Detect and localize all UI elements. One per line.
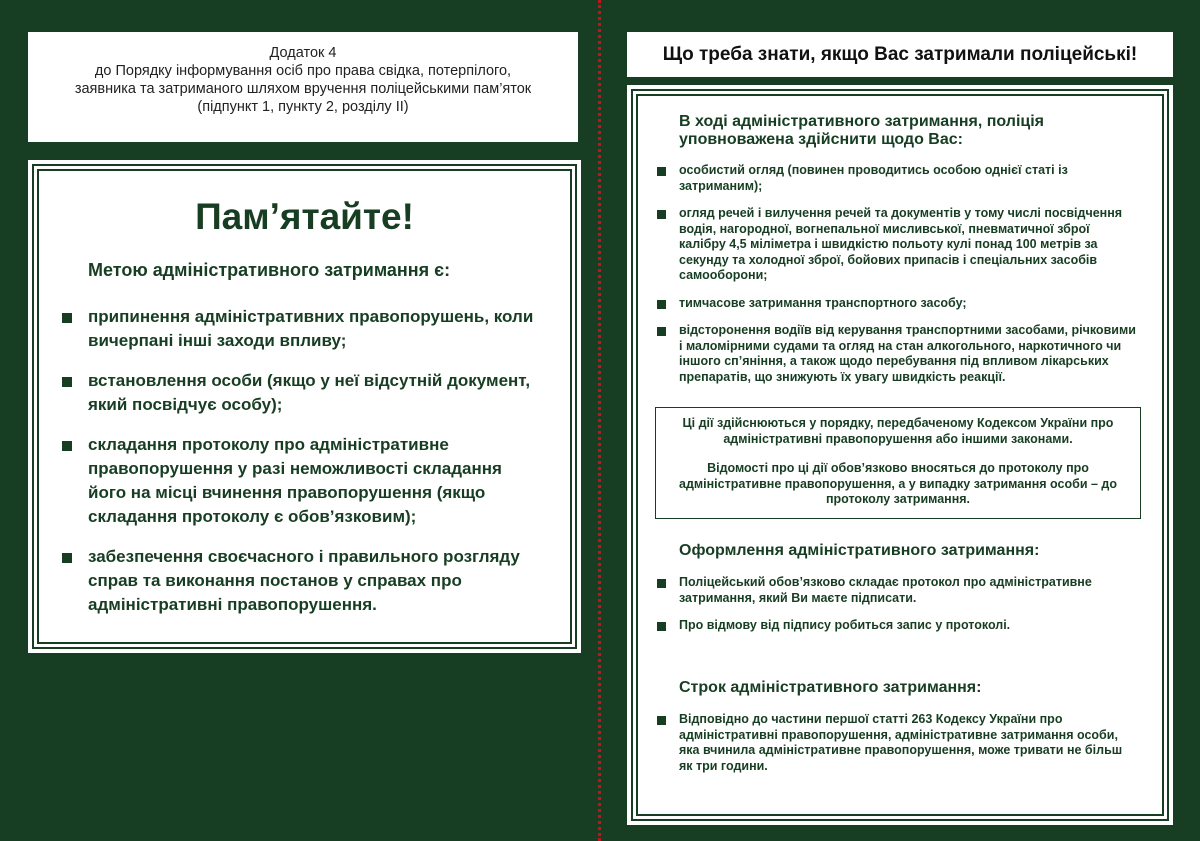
list-item xyxy=(62,545,542,617)
appendix-note-line: Додаток 4 xyxy=(269,45,337,61)
list-item xyxy=(657,163,1137,194)
square-bullet-icon xyxy=(657,167,666,176)
list-item xyxy=(657,618,1137,634)
list-item-text: забезпечення своєчасного і правильного розгляду справ та виконання постанов у справах про адміністративні правопорушення. xyxy=(88,547,520,614)
purpose-subtitle: Метою адміністративного затримання є: xyxy=(88,260,451,280)
square-bullet-icon xyxy=(657,300,666,309)
square-bullet-icon xyxy=(62,313,72,323)
list-item-text: тимчасове затримання транспортного засобу; xyxy=(679,295,967,310)
purpose-list xyxy=(62,305,542,633)
legal-basis-text: Ці дії здійснюються у порядку, передбаченому Кодексом України про адміністративні правопорушення або іншими законами. xyxy=(682,416,1114,446)
appendix-note-line: заявника та затриманого шляхом вручення поліцейськими пам’яток xyxy=(74,81,532,97)
protocol-record-text: Відомості про ці дії обов’язково вносяться до протоколу про адміністративне правопорушення, а у випадку затримання особи – до протоколу затримання. xyxy=(679,461,1117,506)
duration-heading: Строк адміністративного затримання: xyxy=(679,679,982,696)
list-item-text: Поліцейський обов’язково складає протокол про адміністративне затримання, який Ви маєте підписати. xyxy=(679,575,1092,605)
detention-info-panel xyxy=(627,85,1173,825)
list-item-text: Відповідно до частини першої статті 263 Кодексу України про адміністративні правопорушення, адміністративне затримання особи, яка вчинила адміністративне правопорушення, може тривати не більш як три години. xyxy=(679,712,1123,773)
square-bullet-icon xyxy=(62,377,72,387)
list-item-text: огляд речей і вилучення речей та документів у тому числі посвідчення водія, нагородної, вогнепальної мисливської, пневматичної зброї калібру 4,5 міліметра і швидкістю польоту кулі понад 100 метрів за секунду та холодної зброї, бойових припасів і спеціальних засобів самооборони; xyxy=(679,206,1123,282)
list-item xyxy=(657,712,1137,774)
list-item-text: припинення адміністративних правопорушень, коли вичерпані інші заходи впливу; xyxy=(88,307,534,350)
remember-title: Пам’ятайте! xyxy=(195,196,414,237)
list-item-text: Про відмову від підпису робиться запис у протоколі. xyxy=(679,618,1011,632)
appendix-note-line: (підпункт 1, пункту 2, розділу ІІ) xyxy=(197,99,409,115)
square-bullet-icon xyxy=(62,441,72,451)
list-item-text: встановлення особи (якщо у неї відсутній документ, який посвідчує особу); xyxy=(88,371,531,414)
appendix-note-line: до Порядку інформування осіб про права свідка, потерпілого, xyxy=(94,63,512,79)
list-item xyxy=(657,206,1137,284)
remember-panel xyxy=(28,160,581,653)
powers-list xyxy=(657,163,1137,397)
square-bullet-icon xyxy=(657,210,666,219)
list-item xyxy=(657,296,1137,312)
legal-basis-box xyxy=(655,407,1141,519)
registration-list xyxy=(657,575,1137,646)
square-bullet-icon xyxy=(62,553,72,563)
list-item xyxy=(62,305,542,353)
page-title: Що треба знати, якщо Вас затримали поліцейські! xyxy=(627,32,1173,77)
fold-line xyxy=(598,0,601,841)
square-bullet-icon xyxy=(657,327,666,336)
square-bullet-icon xyxy=(657,622,666,631)
list-item xyxy=(657,323,1137,385)
list-item xyxy=(62,433,542,529)
list-item-text: особистий огляд (повинен проводитись особою однієї статі із затриманим); xyxy=(679,163,1068,193)
square-bullet-icon xyxy=(657,716,666,725)
duration-list xyxy=(657,712,1137,786)
list-item xyxy=(62,369,542,417)
powers-heading: В ході адміністративного затримання, поліція уповноважена здійснити щодо Вас: xyxy=(679,113,1045,148)
list-item-text: відсторонення водіїв від керування транспортними засобами, річковими і маломірними судами та огляд на стан алкогольного, наркотичного чи іншого сп’яніння, а також щодо перебування під впливом лікарських препаратів, що знижують їх увагу швидкість реакції. xyxy=(679,323,1136,384)
list-item-text: складання протоколу про адміністративне правопорушення у разі неможливості складання його на місці вчинення правопорушення (якщо складання протоколу є обов’язковим); xyxy=(88,435,502,526)
list-item xyxy=(657,575,1137,606)
appendix-note xyxy=(28,32,578,142)
square-bullet-icon xyxy=(657,579,666,588)
registration-heading: Оформлення адміністративного затримання: xyxy=(679,542,1040,559)
